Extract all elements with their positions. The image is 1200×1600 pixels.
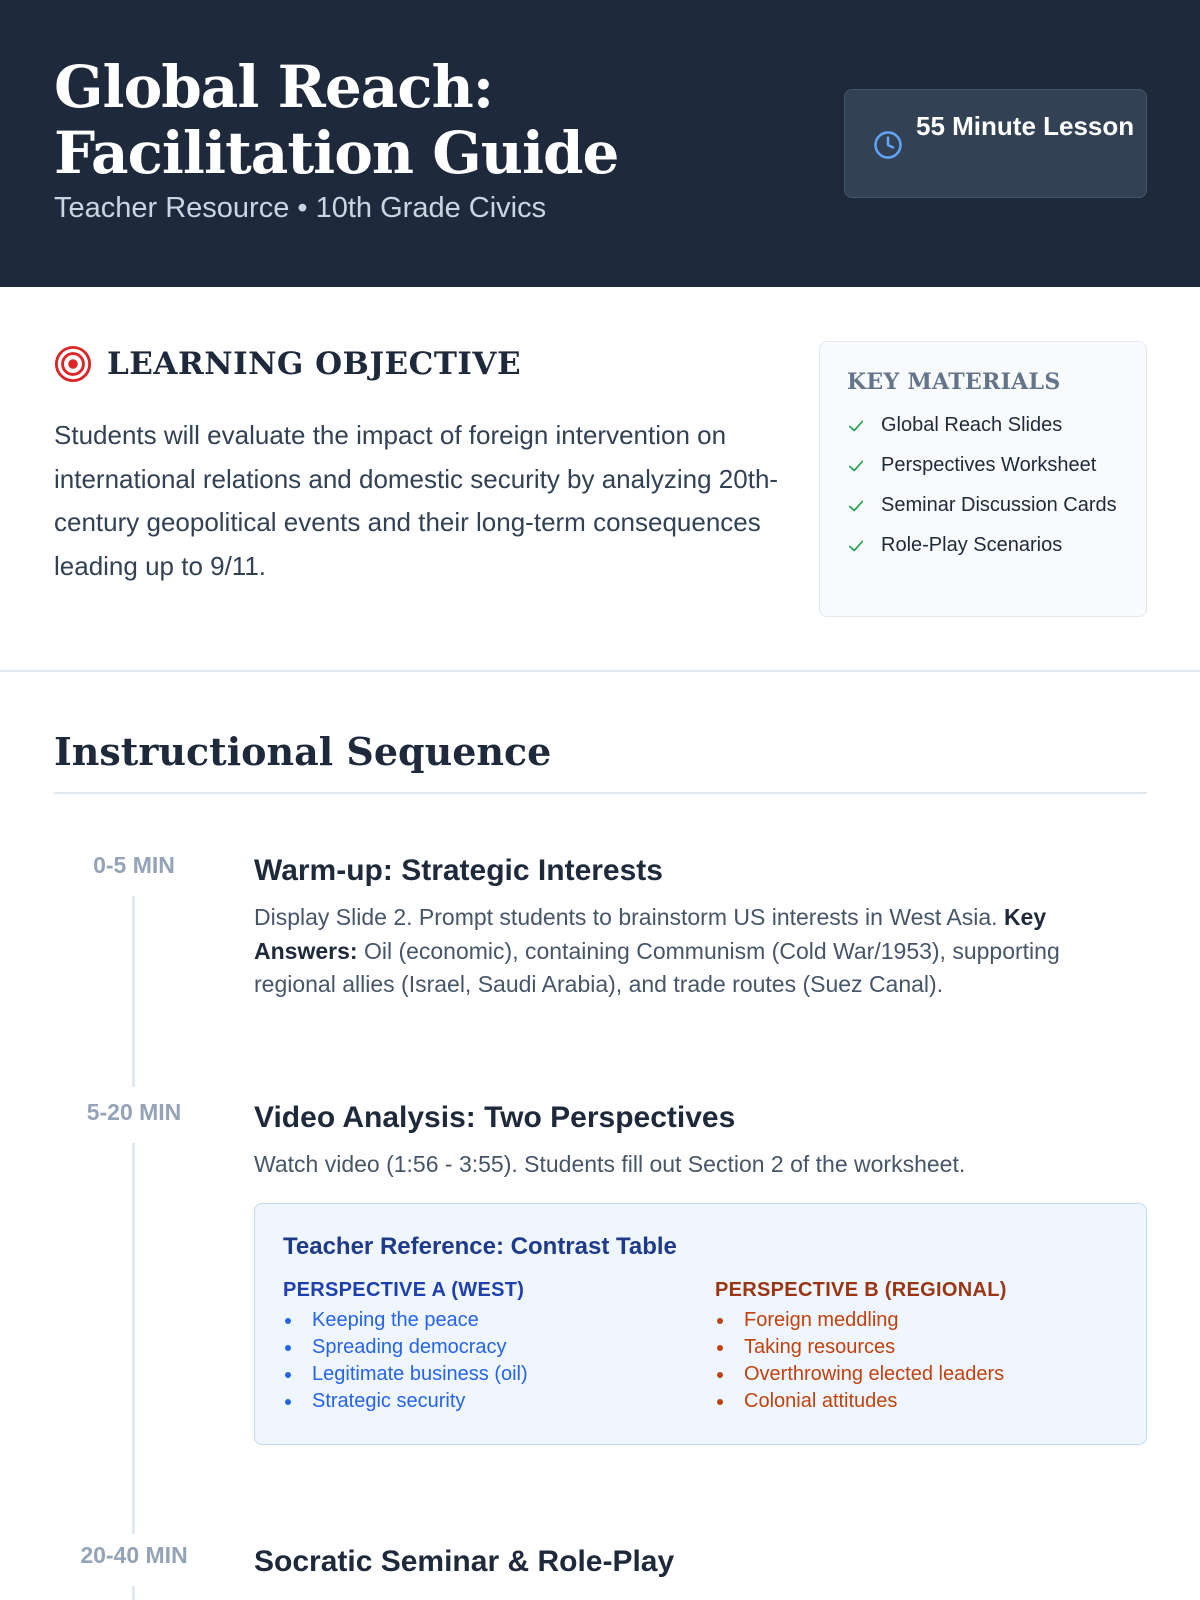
materials-item-label: Perspectives Worksheet — [881, 454, 1097, 476]
materials-item-label: Global Reach Slides — [881, 414, 1063, 436]
page-title: Global Reach: Facilitation Guide — [54, 53, 619, 187]
key-answers-label: Key Answers: — [254, 904, 1047, 964]
check-icon — [847, 497, 865, 515]
step-description: Display Slide 2. Prompt students to brainstorm US interests in West Asia. Key Answers: Oil (economic), containing Communism (Cold War/1953), supporting regional allies (Israel, Saudi Arabia), and trade routes (Suez Canal). — [254, 904, 1060, 997]
step-time-label: 0-5 MIN — [93, 852, 175, 878]
step-title: Video Analysis: Two Perspectives — [254, 1101, 736, 1134]
step-title: Socratic Seminar & Role-Play — [254, 1545, 675, 1578]
check-icon — [847, 537, 865, 555]
materials-heading: KEY MATERIALS — [847, 369, 1061, 395]
materials-list — [847, 412, 1127, 572]
sequence-heading-rule — [54, 792, 1147, 794]
materials-item-label: Seminar Discussion Cards — [881, 494, 1117, 516]
check-icon — [847, 457, 865, 475]
contrast-table-card — [254, 1203, 1147, 1445]
step-description: Watch video (1:56 - 3:55). Students fill out Section 2 of the worksheet. — [254, 1151, 966, 1177]
step-title: Warm-up: Strategic Interests — [254, 854, 663, 887]
step-time-label: 5-20 MIN — [86, 1099, 182, 1125]
clock-icon — [873, 130, 903, 160]
page-header — [0, 0, 1200, 287]
sequence-heading: Instructional Sequence — [54, 729, 552, 774]
materials-item-label: Role-Play Scenarios — [881, 534, 1063, 556]
objective-heading: LEARNING OBJECTIVE — [107, 346, 522, 382]
section-divider — [0, 670, 1200, 672]
materials-item — [847, 532, 1127, 559]
list-item: Strategic security — [283, 1388, 528, 1415]
materials-item — [847, 452, 1127, 479]
duration-text: 55 Minute Lesson — [916, 111, 1135, 141]
list-item: Spreading democracy — [283, 1334, 528, 1361]
contrast-table-title: Teacher Reference: Contrast Table — [283, 1233, 677, 1260]
list-item: Taking resources — [715, 1334, 1004, 1361]
check-icon — [847, 417, 865, 435]
perspective-regional-heading: PERSPECTIVE B (REGIONAL) — [715, 1279, 1007, 1301]
page-subtitle: Teacher Resource • 10th Grade Civics — [54, 192, 547, 224]
materials-item — [847, 412, 1127, 439]
list-item: Overthrowing elected leaders — [715, 1361, 1004, 1388]
list-item: Colonial attitudes — [715, 1388, 1004, 1415]
objective-text: Students will evaluate the impact of foreign intervention on international relations and domestic security by analyzing 20th-century geopolitical events and their long-term consequences leading up to 9/11. — [54, 420, 779, 581]
materials-item — [847, 492, 1127, 519]
timeline-connector — [132, 896, 135, 1087]
target-icon — [54, 345, 92, 383]
step-time-label: 20-40 MIN — [80, 1542, 188, 1568]
timeline-connector — [132, 1143, 135, 1534]
key-materials-card — [819, 341, 1147, 617]
perspective-west-list — [283, 1307, 528, 1415]
list-item: Legitimate business (oil) — [283, 1361, 528, 1388]
timeline-connector — [132, 1586, 135, 1600]
perspective-regional-list — [715, 1307, 1004, 1415]
list-item: Foreign meddling — [715, 1307, 1004, 1334]
duration-badge — [844, 89, 1147, 198]
list-item: Keeping the peace — [283, 1307, 528, 1334]
perspective-west-heading: PERSPECTIVE A (WEST) — [283, 1279, 525, 1301]
